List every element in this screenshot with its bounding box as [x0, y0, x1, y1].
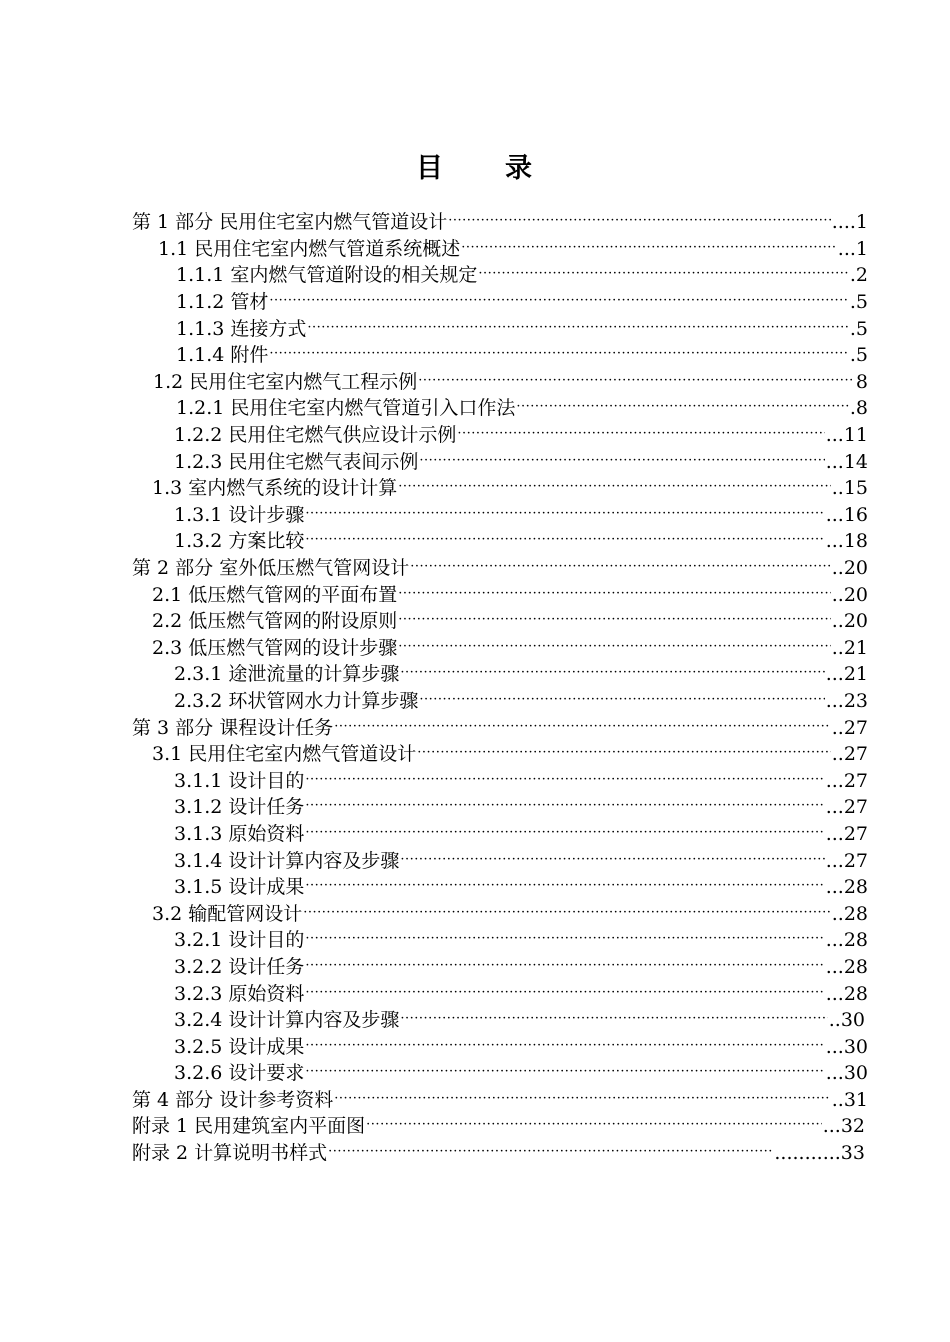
toc-entry-page: ...30	[825, 1062, 868, 1085]
toc-leader-dots	[305, 954, 824, 980]
toc-entry-part-3[interactable]	[0, 714, 950, 741]
toc-leader-dots	[418, 369, 855, 395]
toc-entry-page: ...16	[825, 503, 868, 526]
toc-entry-label: 2.1 低压燃气管网的平面布置	[152, 583, 398, 606]
toc-entry-1-2-2[interactable]	[0, 422, 950, 449]
toc-entry-3-2-1[interactable]	[0, 927, 950, 954]
toc-entry-3-2-4[interactable]	[0, 1007, 950, 1034]
toc-leader-dots	[398, 608, 830, 634]
toc-entry-label: 3.2.6 设计要求	[174, 1062, 305, 1085]
toc-entry-page: .5	[849, 291, 868, 314]
toc-entry-page: ...28	[825, 929, 868, 952]
toc-leader-dots	[305, 927, 824, 953]
toc-entry-3-1-2[interactable]	[0, 794, 950, 821]
toc-entry-label: 3.1.3 原始资料	[174, 822, 305, 845]
toc-entry-label: 3.2.2 设计任务	[174, 955, 305, 978]
toc-list	[0, 209, 950, 1166]
toc-entry-page: ...........33	[774, 1142, 865, 1165]
toc-title-char-2: 录	[505, 153, 534, 184]
toc-entry-3-1-1[interactable]	[0, 767, 950, 794]
toc-entry-page: ...27	[825, 769, 868, 792]
toc-entry-2-3[interactable]	[0, 635, 950, 662]
toc-entry-page: ...27	[825, 796, 868, 819]
toc-entry-2-2[interactable]	[0, 608, 950, 635]
toc-entry-page: ..27	[831, 743, 868, 766]
toc-entry-label: 3.1.4 设计计算内容及步骤	[174, 849, 400, 872]
toc-entry-label: 1.2.2 民用住宅燃气供应设计示例	[174, 424, 457, 447]
toc-entry-label: 第 2 部分 室外低压燃气管网设计	[132, 557, 410, 580]
toc-entry-label: 1.2.1 民用住宅室内燃气管道引入口作法	[176, 397, 516, 420]
toc-entry-label: 1.2 民用住宅室内燃气工程示例	[153, 370, 418, 393]
toc-leader-dots	[305, 874, 824, 900]
toc-leader-dots	[478, 262, 848, 288]
toc-entry-part-2[interactable]	[0, 555, 950, 582]
toc-entry-1-2-3[interactable]	[0, 448, 950, 475]
toc-entry-page: ...32	[822, 1115, 865, 1138]
toc-entry-1-1-3[interactable]	[0, 315, 950, 342]
toc-entry-page: ...28	[825, 955, 868, 978]
toc-entry-1-3[interactable]	[0, 475, 950, 502]
toc-entry-page: .2	[849, 264, 868, 287]
toc-entry-appendix-2[interactable]	[0, 1140, 950, 1167]
toc-leader-dots	[334, 1087, 831, 1113]
toc-entry-label: 1.1.2 管材	[176, 291, 269, 314]
toc-leader-dots	[516, 395, 848, 421]
toc-leader-dots	[305, 1060, 824, 1086]
toc-entry-label: 2.3 低压燃气管网的设计步骤	[152, 636, 398, 659]
toc-entry-page: ..20	[831, 557, 868, 580]
toc-entry-3-1-4[interactable]	[0, 847, 950, 874]
toc-leader-dots	[305, 502, 824, 528]
toc-entry-page: .8	[849, 397, 868, 420]
toc-leader-dots	[305, 1034, 824, 1060]
toc-entry-label: 1.2.3 民用住宅燃气表间示例	[174, 450, 419, 473]
toc-leader-dots	[334, 715, 831, 741]
toc-leader-dots	[366, 1113, 822, 1139]
toc-entry-1-1[interactable]	[0, 236, 950, 263]
toc-entry-label: 1.3.2 方案比较	[174, 530, 305, 553]
toc-leader-dots	[400, 1007, 827, 1033]
toc-title	[0, 146, 950, 185]
toc-title-char-1: 目	[416, 153, 445, 184]
toc-entry-page: ..20	[831, 583, 868, 606]
toc-entry-label: 3.1.1 设计目的	[174, 769, 305, 792]
toc-leader-dots	[398, 635, 830, 661]
toc-leader-dots	[398, 582, 830, 608]
toc-entry-label: 附录 2 计算说明书样式	[132, 1142, 328, 1165]
toc-entry-1-1-1[interactable]	[0, 262, 950, 289]
toc-entry-label: 2.3.2 环状管网水力计算步骤	[174, 689, 419, 712]
toc-entry-page: ..15	[831, 477, 868, 500]
toc-entry-page: ..21	[831, 636, 868, 659]
toc-leader-dots	[398, 475, 830, 501]
toc-entry-appendix-1[interactable]	[0, 1113, 950, 1140]
toc-entry-page: .5	[849, 317, 868, 340]
toc-leader-dots	[305, 528, 824, 554]
toc-leader-dots	[305, 768, 824, 794]
toc-entry-label: 3.2.5 设计成果	[174, 1035, 305, 1058]
toc-entry-page: ....1	[831, 211, 868, 234]
toc-entry-page: .5	[849, 344, 868, 367]
toc-entry-label: 1.1.1 室内燃气管道附设的相关规定	[176, 264, 478, 287]
toc-entry-page: ...28	[825, 876, 868, 899]
toc-entry-2-3-2[interactable]	[0, 688, 950, 715]
toc-entry-page: ...30	[825, 1035, 868, 1058]
toc-leader-dots	[328, 1140, 773, 1166]
toc-entry-3-2-3[interactable]	[0, 980, 950, 1007]
toc-entry-page: ...23	[825, 689, 868, 712]
toc-entry-label: 3.2 输配管网设计	[152, 902, 303, 925]
toc-leader-dots	[400, 848, 824, 874]
toc-leader-dots	[305, 981, 824, 1007]
toc-entry-label: 第 4 部分 设计参考资料	[132, 1088, 334, 1111]
toc-leader-dots	[419, 688, 824, 714]
toc-entry-part-1[interactable]	[0, 209, 950, 236]
toc-entry-3-1[interactable]	[0, 741, 950, 768]
toc-entry-label: 3.2.1 设计目的	[174, 929, 305, 952]
toc-entry-page: ..27	[831, 716, 868, 739]
toc-entry-1-1-2[interactable]	[0, 289, 950, 316]
toc-entry-3-2-6[interactable]	[0, 1060, 950, 1087]
toc-entry-page: ...27	[825, 822, 868, 845]
toc-entry-label: 1.3 室内燃气系统的设计计算	[152, 477, 398, 500]
toc-leader-dots	[457, 422, 824, 448]
toc-entry-3-2[interactable]	[0, 900, 950, 927]
toc-entry-2-3-1[interactable]	[0, 661, 950, 688]
toc-leader-dots	[303, 901, 830, 927]
toc-entry-label: 附录 1 民用建筑室内平面图	[132, 1115, 366, 1138]
toc-entry-page: ...11	[825, 424, 868, 447]
toc-entry-page: ...21	[825, 663, 868, 686]
toc-entry-label: 3.1.5 设计成果	[174, 876, 305, 899]
toc-entry-3-1-5[interactable]	[0, 874, 950, 901]
toc-entry-3-2-5[interactable]	[0, 1033, 950, 1060]
toc-leader-dots	[305, 794, 824, 820]
toc-entry-page: ..20	[831, 610, 868, 633]
toc-entry-1-2-1[interactable]	[0, 395, 950, 422]
toc-leader-dots	[305, 821, 824, 847]
toc-leader-dots	[410, 555, 831, 581]
toc-entry-label: 第 1 部分 民用住宅室内燃气管道设计	[132, 211, 448, 234]
toc-leader-dots	[461, 236, 837, 262]
toc-leader-dots	[448, 209, 831, 235]
toc-entry-page: ...18	[825, 530, 868, 553]
toc-leader-dots	[417, 741, 830, 767]
toc-entry-page: ..28	[831, 902, 868, 925]
toc-entry-page: ..31	[831, 1088, 868, 1111]
toc-entry-label: 1.3.1 设计步骤	[174, 503, 305, 526]
toc-entry-page: ...1	[837, 237, 868, 260]
toc-entry-label: 第 3 部分 课程设计任务	[132, 716, 334, 739]
toc-entry-1-3-2[interactable]	[0, 528, 950, 555]
toc-leader-dots	[400, 661, 824, 687]
toc-entry-2-1[interactable]	[0, 581, 950, 608]
toc-leader-dots	[419, 449, 824, 475]
toc-entry-page: ...14	[825, 450, 868, 473]
toc-entry-label: 3.1.2 设计任务	[174, 796, 305, 819]
toc-entry-3-2-2[interactable]	[0, 954, 950, 981]
toc-leader-dots	[269, 342, 848, 368]
toc-entry-label: 1.1 民用住宅室内燃气管道系统概述	[158, 237, 461, 260]
toc-entry-page: ...28	[825, 982, 868, 1005]
toc-entry-label: 2.2 低压燃气管网的附设原则	[152, 610, 398, 633]
toc-leader-dots	[307, 316, 848, 342]
toc-entry-1-1-4[interactable]	[0, 342, 950, 369]
toc-entry-1-2[interactable]	[0, 369, 950, 396]
toc-entry-label: 1.1.3 连接方式	[176, 317, 307, 340]
toc-entry-page: ..30	[828, 1009, 865, 1032]
toc-entry-label: 1.1.4 附件	[176, 344, 269, 367]
toc-entry-label: 3.1 民用住宅室内燃气管道设计	[152, 743, 417, 766]
toc-entry-3-1-3[interactable]	[0, 821, 950, 848]
toc-entry-label: 3.2.3 原始资料	[174, 982, 305, 1005]
toc-entry-page: ...27	[825, 849, 868, 872]
toc-leader-dots	[269, 289, 848, 315]
toc-entry-page: 8	[855, 370, 868, 393]
toc-entry-1-3-1[interactable]	[0, 502, 950, 529]
toc-entry-label: 2.3.1 途泄流量的计算步骤	[174, 663, 400, 686]
toc-entry-part-4[interactable]	[0, 1087, 950, 1114]
toc-entry-label: 3.2.4 设计计算内容及步骤	[174, 1009, 400, 1032]
